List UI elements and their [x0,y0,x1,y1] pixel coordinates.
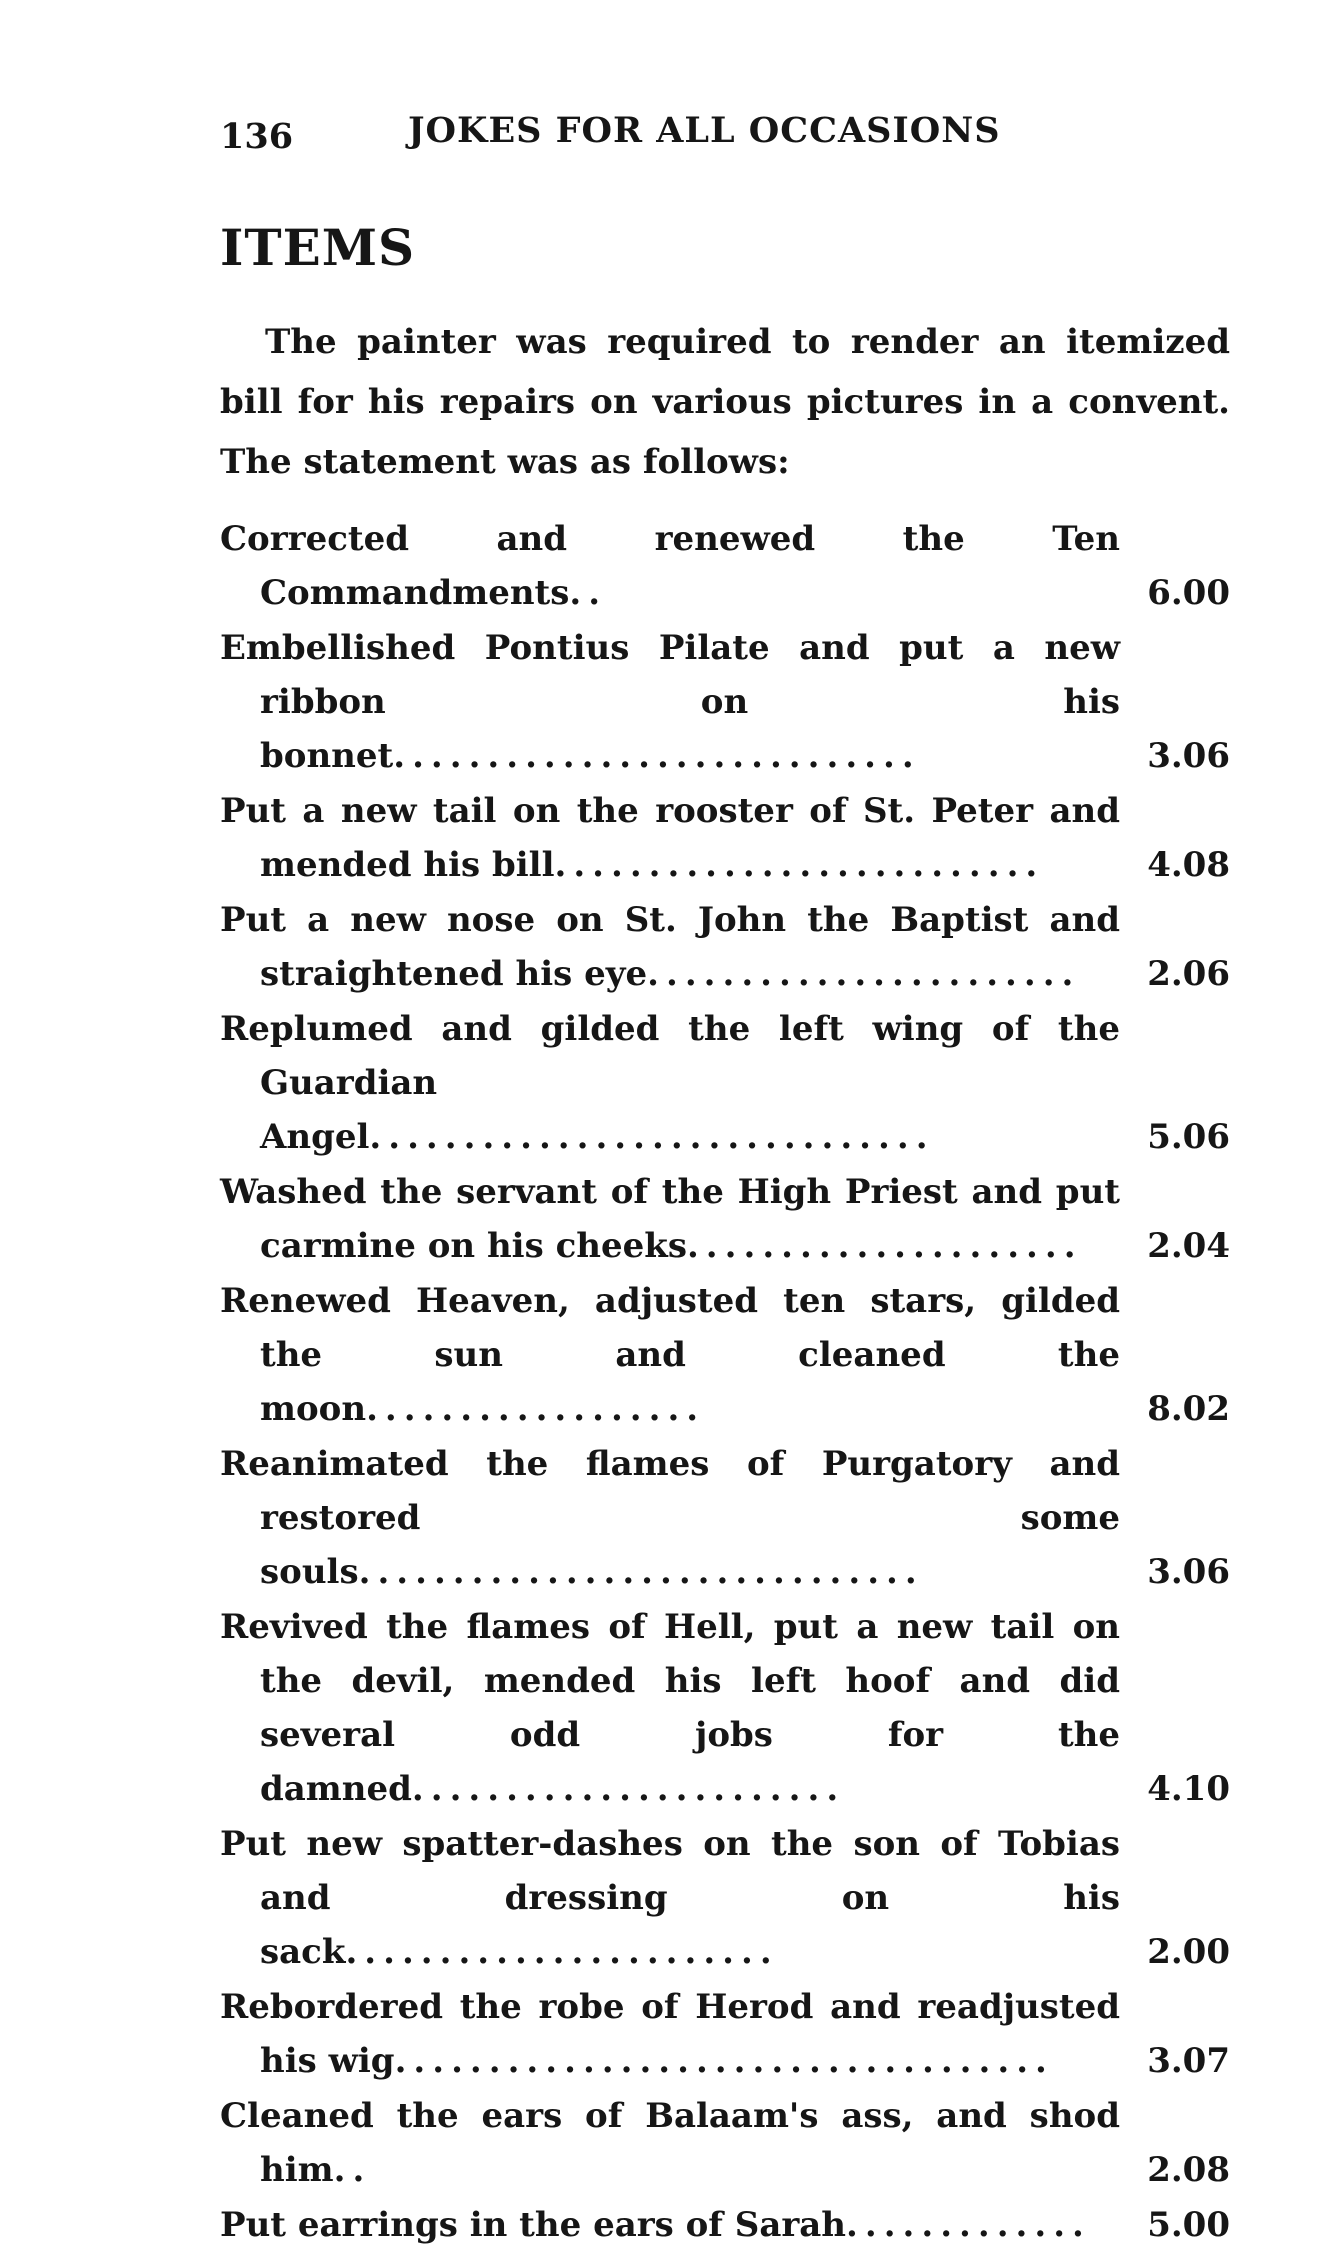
item-description: Cleaned the ears of Balaam's ass, and shod him [220,2096,1120,2190]
bill-item [220,1274,1230,1436]
bill-item [220,784,1230,892]
item-description: Put a new nose on St. John the Baptist and straightened his eye [220,900,1120,994]
book-title: JOKES FOR ALL OCCASIONS [408,110,1001,151]
item-description: Renewed Heaven, adjusted ten stars, gilded the sun and cleaned the moon [220,1281,1120,1429]
dot-leader: ................................... [394,2041,1054,2081]
item-description: Put a new tail on the rooster of St. Peter and mended his bill [220,791,1120,885]
dot-leader: .......................... [554,845,1045,885]
dot-leader: ............................ [393,736,921,776]
item-amount: 8.02 [1147,1389,1230,1429]
item-description: Put new spatter-dashes on the son of Tobias and dressing on his sack [220,1824,1120,1972]
dot-leader: ....................... [345,1932,779,1972]
item-amount: 5.06 [1147,1117,1230,1157]
dot-leader: ....................... [647,954,1081,994]
item-amount: 3.06 [1147,736,1230,776]
item-amount: 4.10 [1147,1769,1230,1809]
bill-item [220,1817,1230,1979]
item-description: Revived the flames of Hell, put a new tail on the devil, mended his left hoof and did several odd jobs for the damned [220,1607,1120,1809]
item-amount: 3.06 [1147,1552,1230,1592]
item-amount: 2.04 [1147,1226,1230,1266]
dot-leader: .. [333,2150,372,2190]
itemized-bill [220,512,1230,2253]
item-description: Washed the servant of the High Priest and put carmine on his cheeks [220,1172,1120,1266]
item-amount: 5.00 [1147,2205,1230,2245]
item-amount: 6.00 [1147,573,1230,613]
dot-leader: .. [569,573,608,613]
dot-leader: .................. [366,1389,706,1429]
bill-item [220,1980,1230,2088]
dot-leader: ............. [846,2205,1091,2245]
bill-item [220,2089,1230,2197]
dot-leader: ..................... [686,1226,1083,1266]
item-description: Embellished Pontius Pilate and put a new ribbon on his bonnet [220,628,1120,776]
page-number: 136 [220,116,294,157]
item-description: Replumed and gilded the left wing of the Guardian Angel [220,1009,1120,1157]
bill-item [220,1165,1230,1273]
item-amount: 2.08 [1147,2150,1230,2190]
item-description: Reanimated the flames of Purgatory and restored some souls [220,1444,1120,1592]
bill-item [220,1437,1230,1599]
item-amount: 4.08 [1147,845,1230,885]
dot-leader: .............................. [369,1117,935,1157]
item-amount: 2.06 [1147,954,1230,994]
item-description: Rebordered the robe of Herod and readjusted his wig [220,1987,1120,2081]
item-amount: 3.07 [1147,2041,1230,2081]
dot-leader: .............................. [358,1552,924,1592]
item-description: Corrected and renewed the Ten Commandments [220,519,1120,613]
bill-item [220,2198,1230,2252]
item-description: Put earrings in the ears of Sarah [220,2205,847,2245]
intro-paragraph: The painter was required to render an itemized bill for his repairs on various pictures in a convent. The statement was as follows: [220,322,1230,482]
bill-item [220,893,1230,1001]
bill-item [220,1600,1230,1816]
bill-item [220,621,1230,783]
running-head [220,110,1230,160]
bill-item [220,1002,1230,1164]
bill-item [220,512,1230,620]
item-amount: 2.00 [1147,1932,1230,1972]
dot-leader: ....................... [411,1769,846,1809]
section-title: ITEMS [220,218,416,277]
